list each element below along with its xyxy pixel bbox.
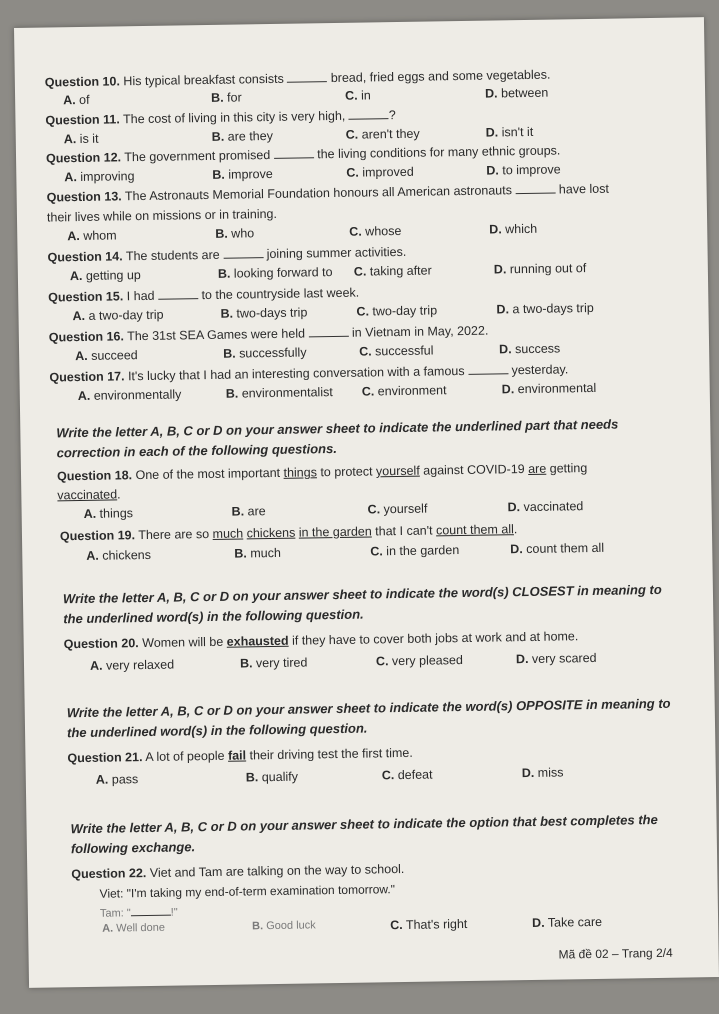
q17-option-c: C. environment — [361, 383, 447, 399]
q21-option-d: D. miss — [521, 765, 564, 781]
q18-option-d: D. vaccinated — [507, 499, 584, 515]
q16-option-a: A. succeed — [75, 348, 138, 364]
q10-option-d: D. between — [484, 85, 549, 101]
q16-option-d: D. success — [498, 341, 561, 357]
q12-option-d: D. to improve — [486, 162, 561, 178]
question-13-line2: their lives while on missions or in training. — [46, 206, 278, 225]
question-16: Question 16. The 31st SEA Games were held in Vietnam in May, 2022. — [48, 323, 489, 345]
q11-option-b: B. are they — [211, 128, 273, 144]
q10-option-b: B. for — [211, 90, 242, 105]
q21-option-b: B. qualify — [245, 769, 299, 785]
q11-option-c: C. aren't they — [345, 126, 420, 142]
q20-option-a: A. very relaxed — [89, 657, 175, 673]
q22-option-a: A. Well done — [102, 921, 166, 935]
instruction-opposite-meaning: Write the letter A, B, C or D on your answer sheet to indicate the word(s) OPPOSITE in meaning to the underlined word(s) in the following question. — [66, 695, 671, 741]
q21-option-a: A. pass — [95, 772, 139, 787]
q17-option-d: D. environmental — [501, 380, 597, 397]
q15-option-b: B. two-days trip — [220, 305, 308, 321]
q12-option-a: A. improving — [64, 169, 135, 185]
q22-option-d: D. Take care — [532, 914, 603, 930]
q17-option-b: B. environmentalist — [225, 385, 333, 401]
q12-option-c: C. improved — [346, 164, 414, 180]
q15-option-d: D. a two-days trip — [496, 300, 594, 317]
instruction-error-identification: Write the letter A, B, C or D on your answer sheet to indicate the underlined part that needs correction in each of the following questions. — [56, 416, 619, 461]
q22-tam-line: Tam: " !" — [99, 906, 178, 920]
q22-option-c: C. That's right — [390, 916, 468, 933]
question-17: Question 17. It's lucky that I had an interesting conversation with a famous yesterday. — [49, 362, 569, 385]
q20-option-c: C. very pleased — [375, 653, 463, 669]
q19-option-c: C. in the garden — [370, 543, 460, 559]
question-10: Question 10. His typical breakfast consists bread, fried eggs and some vegetables. — [44, 67, 551, 90]
q15-option-c: C. two-day trip — [356, 303, 438, 319]
question-13: Question 13. The Astronauts Memorial Foundation honours all American astronauts have lost — [46, 181, 610, 205]
q14-option-b: B. looking forward to — [217, 265, 333, 281]
question-14: Question 14. The students are joining summer activities. — [47, 244, 407, 265]
question-19: Question 19. There are so much chickens in the garden that I can't count them all. — [59, 522, 518, 544]
q15-option-a: A. a two-day trip — [72, 307, 164, 324]
q19-option-a: A. chickens — [86, 547, 152, 563]
question-11: Question 11. The cost of living in this city is very high, ? — [45, 108, 396, 128]
q19-option-b: B. much — [234, 545, 281, 561]
q17-option-a: A. environmentally — [77, 387, 182, 404]
q18-option-c: C. yourself — [367, 501, 428, 517]
instruction-closest-meaning: Write the letter A, B, C or D on your answer sheet to indicate the word(s) CLOSEST in meaning to the underlined word(s) in the following question. — [62, 581, 662, 627]
q13-option-c: C. whose — [349, 223, 402, 239]
q14-option-d: D. running out of — [493, 261, 587, 277]
page-footer: Mã đề 02 – Trang 2/4 — [558, 945, 673, 962]
q20-option-b: B. very tired — [239, 655, 308, 671]
q11-option-d: D. isn't it — [485, 124, 534, 140]
q11-option-a: A. is it — [63, 131, 99, 147]
instruction-complete-exchange: Write the letter A, B, C or D on your answer sheet to indicate the option that best completes the following exchange. — [70, 811, 658, 857]
q21-option-c: C. defeat — [381, 767, 433, 783]
q10-option-c: C. in — [344, 88, 371, 103]
q22-option-b: B. Good luck — [252, 919, 316, 933]
q22-viet-line: Viet: "I'm taking my end-of-term examination tomorrow." — [99, 882, 396, 901]
question-21: Question 21. A lot of people fail their driving test the first time. — [67, 745, 413, 766]
q10-option-a: A. of — [63, 92, 90, 108]
q16-option-c: C. successful — [359, 343, 434, 359]
q13-option-d: D. which — [489, 221, 538, 237]
question-20: Question 20. Women will be exhausted if they have to cover both jobs at work and at home. — [63, 629, 579, 652]
question-15: Question 15. I had to the countryside last week. — [48, 285, 360, 305]
question-12: Question 12. The government promised the living conditions for many ethnic groups. — [45, 143, 561, 166]
q16-option-b: B. successfully — [223, 345, 307, 361]
question-22: Question 22. Viet and Tam are talking on the way to school. — [71, 861, 405, 882]
q13-option-b: B. who — [215, 226, 255, 241]
question-18-line2: vaccinated. — [57, 487, 121, 503]
q18-option-a: A. things — [83, 506, 134, 521]
q12-option-b: B. improve — [212, 166, 273, 182]
q14-option-a: A. getting up — [69, 268, 141, 284]
q20-option-d: D. very scared — [515, 650, 597, 667]
question-18: Question 18. One of the most important things to protect yourself against COVID-19 are getting — [56, 461, 588, 484]
q18-option-b: B. are — [231, 504, 266, 519]
q13-option-a: A. whom — [67, 228, 117, 244]
exam-page — [14, 17, 719, 988]
q14-option-c: C. taking after — [353, 263, 432, 279]
q19-option-d: D. count them all — [510, 540, 605, 557]
